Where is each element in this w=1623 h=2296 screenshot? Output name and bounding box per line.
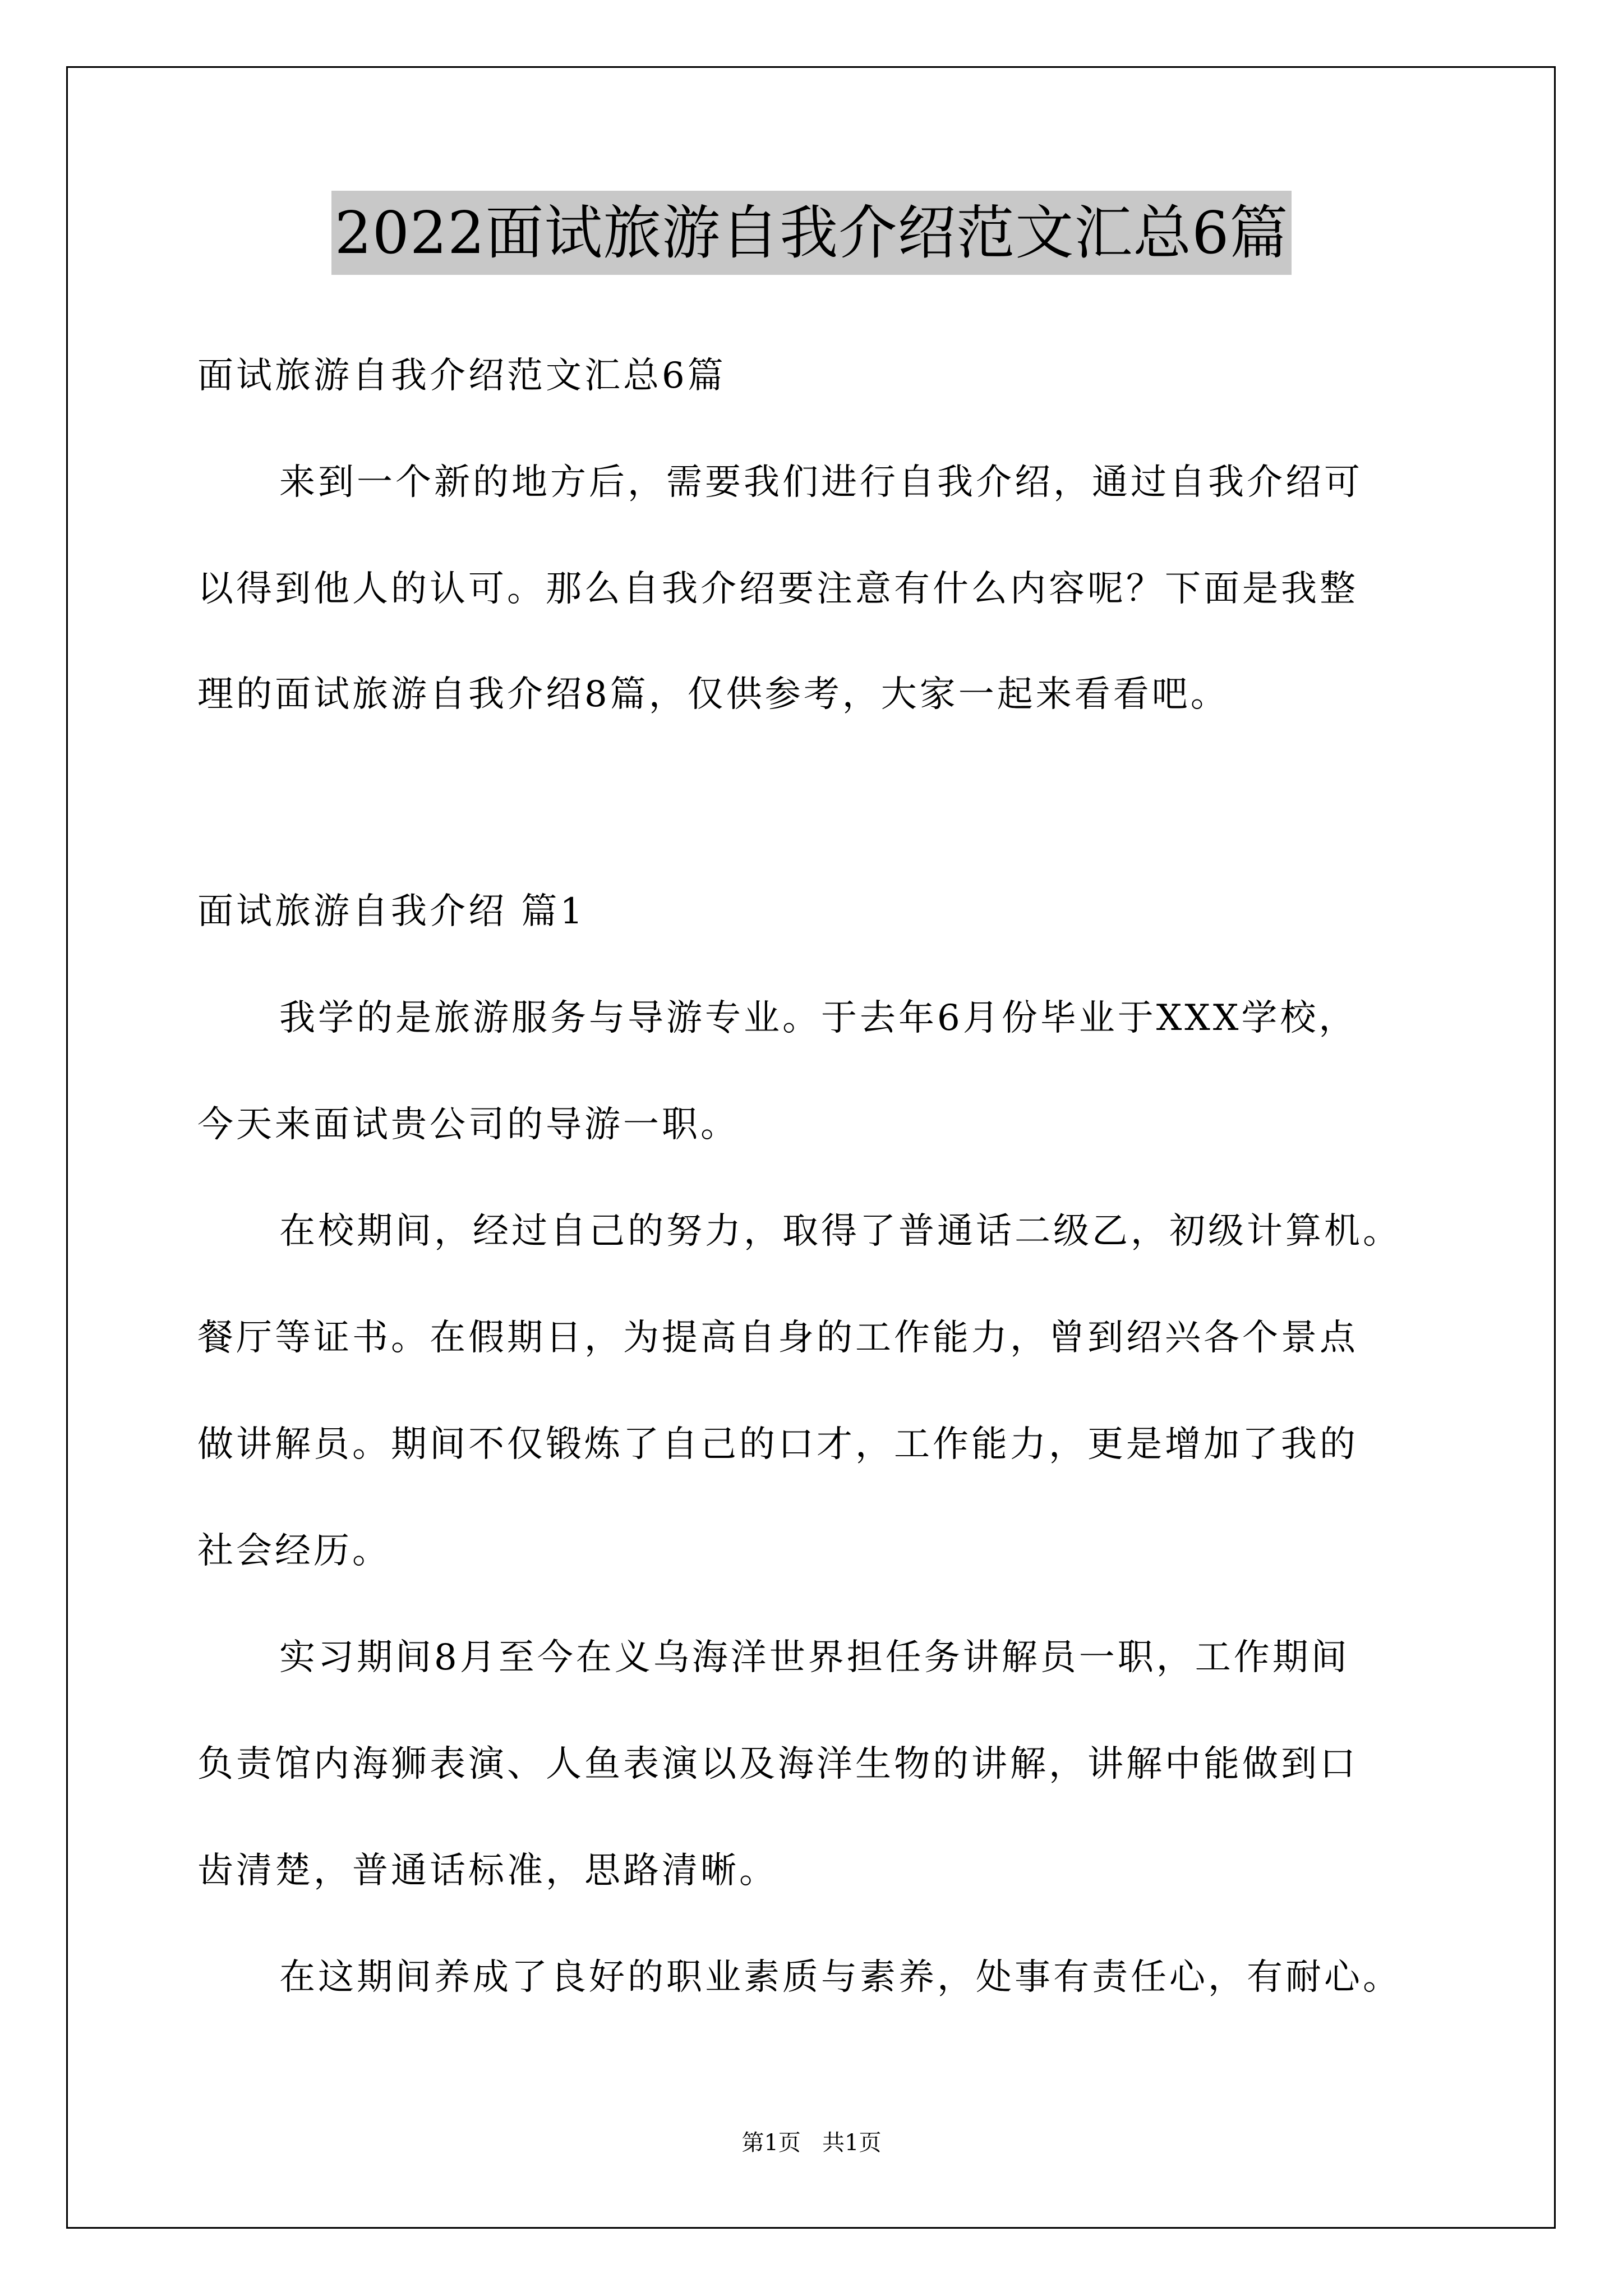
title-container: [0, 191, 1623, 275]
paragraph-line: 在校期间，经过自己的努力，取得了普通话二级乙，初级计算机。: [279, 1211, 1401, 1252]
paragraph-line: 今天来面试贵公司的导游一职。: [197, 1104, 739, 1145]
paragraph-line: 社会经历。: [197, 1530, 391, 1572]
paragraph-line: 来到一个新的地方后，需要我们进行自我介绍，通过自我介绍可: [279, 462, 1363, 503]
paragraph-line: 实习期间8月至今在义乌海洋世界担任务讲解员一职，工作期间: [279, 1637, 1350, 1678]
subtitle-line: 面试旅游自我介绍范文汇总6篇: [197, 355, 726, 397]
paragraph-line: 我学的是旅游服务与导游专业。于去年6月份毕业于XXX学校，: [279, 997, 1358, 1039]
page-footer: 第1页 共1页: [741, 2130, 882, 2156]
paragraph-line: 以得到他人的认可。那么自我介绍要注意有什么内容呢？下面是我整: [197, 568, 1358, 610]
paragraph-line: 在这期间养成了良好的职业素质与素养，处事有责任心，有耐心。: [279, 1957, 1401, 1998]
section-heading: 面试旅游自我介绍 篇1: [197, 891, 586, 932]
paragraph-line: 理的面试旅游自我介绍8篇，仅供参考，大家一起来看看吧。: [197, 674, 1229, 715]
paragraph-line: 负责馆内海狮表演、人鱼表演以及海洋生物的讲解，讲解中能做到口: [197, 1743, 1358, 1785]
paragraph-line: 齿清楚，普通话标准，思路清晰。: [197, 1850, 778, 1892]
paragraph-line: 做讲解员。期间不仅锻炼了自己的口才，工作能力，更是增加了我的: [197, 1424, 1358, 1465]
paragraph-line: 餐厅等证书。在假期日，为提高自身的工作能力，曾到绍兴各个景点: [197, 1317, 1358, 1359]
document-title: 2022面试旅游自我介绍范文汇总6篇: [331, 191, 1292, 275]
